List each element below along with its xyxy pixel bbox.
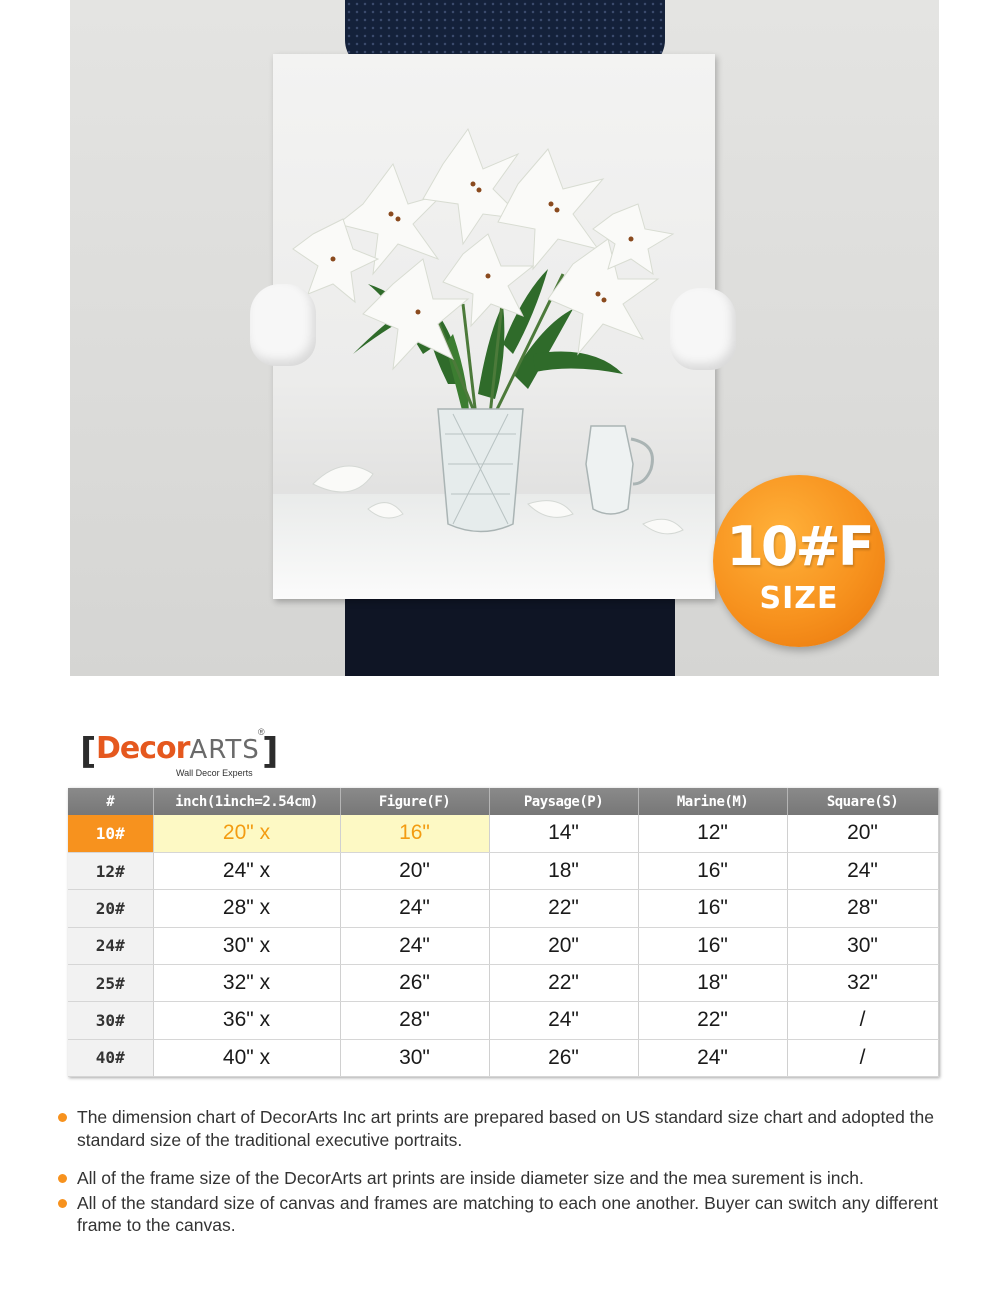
cell-square: / <box>787 1039 938 1076</box>
header-marine: Marine(M) <box>638 788 787 815</box>
left-glove <box>250 284 316 366</box>
cell-figure: 24" <box>340 927 489 964</box>
table-row <box>68 852 938 889</box>
cell-figure: 24" <box>340 890 489 927</box>
cell-size-number: 12# <box>68 852 153 889</box>
header-figure: Figure(F) <box>340 788 489 815</box>
table-row-selected <box>68 815 938 852</box>
size-chart-table <box>68 788 939 1077</box>
cell-square: 32" <box>787 964 938 1001</box>
cell-marine: 12" <box>638 815 787 852</box>
cell-paysage: 22" <box>489 964 638 1001</box>
cell-paysage: 18" <box>489 852 638 889</box>
header-paysage: Paysage(P) <box>489 788 638 815</box>
notes-list <box>58 1106 938 1236</box>
cell-inch: 28" x <box>153 890 340 927</box>
cell-paysage: 20" <box>489 927 638 964</box>
cell-square: 30" <box>787 927 938 964</box>
cell-square: 24" <box>787 852 938 889</box>
size-badge <box>713 475 885 647</box>
cell-paysage: 14" <box>489 815 638 852</box>
cell-paysage: 24" <box>489 1002 638 1039</box>
logo-right-bracket: ] <box>262 731 279 772</box>
table-header-row <box>68 788 938 815</box>
cell-square: / <box>787 1002 938 1039</box>
cell-square: 20" <box>787 815 938 852</box>
cell-inch: 30" x <box>153 927 340 964</box>
table-row <box>68 1039 938 1076</box>
cell-marine: 16" <box>638 852 787 889</box>
badge-size-code: 10#F <box>726 515 872 578</box>
note-item: All of the frame size of the DecorArts art prints are inside diameter size and the mea surement is inch. <box>58 1167 938 1190</box>
cell-figure: 30" <box>340 1039 489 1076</box>
cell-size-number: 10# <box>68 815 153 852</box>
cell-paysage: 26" <box>489 1039 638 1076</box>
note-item: All of the standard size of canvas and frames are matching to each one another. Buyer can switch any different frame to the canvas. <box>58 1192 938 1236</box>
table-row <box>68 964 938 1001</box>
header-square: Square(S) <box>787 788 938 815</box>
cell-size-number: 40# <box>68 1039 153 1076</box>
cell-figure: 16" <box>340 815 489 852</box>
cell-inch: 40" x <box>153 1039 340 1076</box>
cell-paysage: 22" <box>489 890 638 927</box>
logo-left-bracket: [ <box>80 731 97 772</box>
logo-arts-text: ARTS <box>189 735 260 765</box>
cell-marine: 22" <box>638 1002 787 1039</box>
cell-marine: 18" <box>638 964 787 1001</box>
header-number: # <box>68 788 153 815</box>
header-inch: inch(1inch=2.54cm) <box>153 788 340 815</box>
logo-decor-text: Decor <box>96 731 190 766</box>
cell-size-number: 20# <box>68 890 153 927</box>
note-item: The dimension chart of DecorArts Inc art prints are prepared based on US standard size chart and adopted the standard size of the traditional executive portraits. <box>58 1106 938 1151</box>
cell-figure: 20" <box>340 852 489 889</box>
cell-inch: 36" x <box>153 1002 340 1039</box>
right-glove <box>670 288 736 370</box>
logo-wordmark <box>96 731 260 766</box>
cell-figure: 28" <box>340 1002 489 1039</box>
logo-tagline: Wall Decor Experts <box>176 768 253 778</box>
cell-inch: 24" x <box>153 852 340 889</box>
cell-figure: 26" <box>340 964 489 1001</box>
cell-marine: 16" <box>638 927 787 964</box>
cell-marine: 24" <box>638 1039 787 1076</box>
table-row <box>68 890 938 927</box>
lily-bouquet-illustration <box>273 54 715 599</box>
cell-square: 28" <box>787 890 938 927</box>
canvas-print <box>273 54 715 599</box>
table-row <box>68 927 938 964</box>
registered-mark: ® <box>258 727 265 737</box>
cell-inch: 32" x <box>153 964 340 1001</box>
cell-size-number: 30# <box>68 1002 153 1039</box>
cell-inch: 20" x <box>153 815 340 852</box>
person-legs <box>345 590 675 676</box>
cell-size-number: 24# <box>68 927 153 964</box>
cell-marine: 16" <box>638 890 787 927</box>
badge-size-label: SIZE <box>759 581 839 616</box>
cell-size-number: 25# <box>68 964 153 1001</box>
table-row <box>68 1002 938 1039</box>
